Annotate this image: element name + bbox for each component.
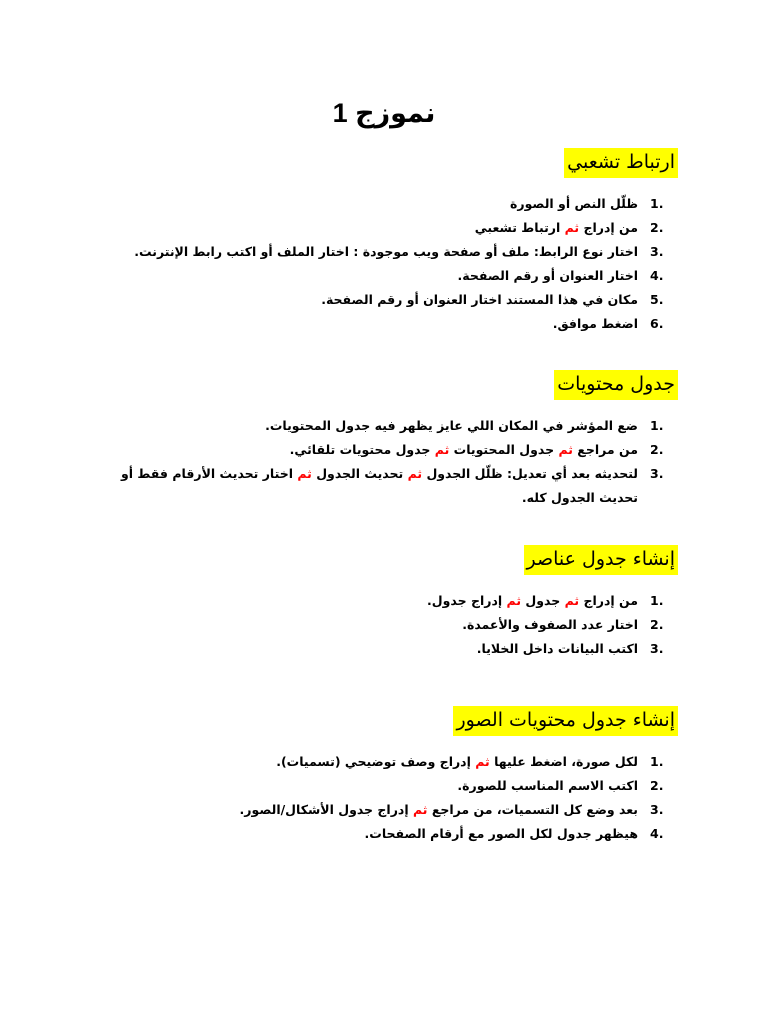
item-number: 3. bbox=[650, 244, 664, 259]
list-item bbox=[78, 192, 678, 216]
item-number: 2. bbox=[650, 778, 664, 793]
list-item bbox=[78, 750, 678, 774]
list-item bbox=[78, 462, 678, 510]
item-text: من إدراج bbox=[579, 220, 638, 235]
item-text: من إدراج bbox=[579, 593, 638, 608]
list-item bbox=[78, 589, 678, 613]
item-number: 3. bbox=[650, 466, 664, 481]
item-text: مكان في هذا المستند اختار العنوان أو رقم الصفحة. bbox=[321, 292, 638, 307]
item-number: 2. bbox=[650, 442, 664, 457]
section-heading: إنشاء جدول عناصر bbox=[524, 545, 679, 575]
item-text: اختار عدد الصفوف والأعمدة. bbox=[462, 617, 638, 632]
item-text: جدول bbox=[521, 593, 565, 608]
section-1 bbox=[78, 148, 678, 336]
section-3 bbox=[78, 545, 678, 661]
item-text: تحديث الجدول bbox=[311, 466, 408, 481]
page-title: نموزج 1 bbox=[332, 98, 436, 128]
section-heading: جدول محتويات bbox=[554, 370, 678, 400]
list-item bbox=[78, 414, 678, 438]
list-item bbox=[78, 798, 678, 822]
item-text: هيظهر جدول لكل الصور مع أرقام الصفحات. bbox=[364, 826, 638, 841]
item-text: ارتباط تشعبي bbox=[474, 220, 565, 235]
steps-list bbox=[78, 589, 678, 661]
steps-list bbox=[78, 414, 678, 510]
item-text: اكتب البيانات داخل الخلايا. bbox=[476, 641, 638, 656]
keyword-then: ثم bbox=[412, 802, 428, 817]
item-number: 4. bbox=[650, 826, 664, 841]
item-number: 6. bbox=[650, 316, 664, 331]
item-number: 2. bbox=[650, 617, 664, 632]
item-text: اختار العنوان أو رقم الصفحة. bbox=[457, 268, 638, 283]
keyword-then: ثم bbox=[564, 593, 580, 608]
item-text: إدراج جدول الأشكال/الصور. bbox=[239, 802, 413, 817]
steps-list bbox=[78, 750, 678, 846]
list-item bbox=[78, 613, 678, 637]
item-text: لكل صورة، اضغط عليها bbox=[489, 754, 638, 769]
list-item bbox=[78, 438, 678, 462]
keyword-then: ثم bbox=[434, 442, 450, 457]
item-text: إدراج وصف توضيحي (تسميات). bbox=[276, 754, 476, 769]
list-item bbox=[78, 264, 678, 288]
item-number: 4. bbox=[650, 268, 664, 283]
item-text: لتحديثه بعد أي تعديل: ظلّل الجدول bbox=[422, 466, 638, 481]
item-text: جدول محتويات تلقائي. bbox=[289, 442, 435, 457]
keyword-then: ثم bbox=[558, 442, 573, 457]
section-4 bbox=[78, 706, 678, 846]
list-item bbox=[78, 288, 678, 312]
steps-list bbox=[78, 192, 678, 336]
keyword-then: ثم bbox=[297, 466, 312, 481]
section-heading: ارتباط تشعبي bbox=[564, 148, 678, 178]
item-number: 1. bbox=[650, 593, 664, 608]
item-text: بعد وضع كل التسميات، من مراجع bbox=[427, 802, 638, 817]
item-number: 1. bbox=[650, 196, 664, 211]
item-number: 1. bbox=[650, 418, 664, 433]
list-item bbox=[78, 774, 678, 798]
section-2 bbox=[78, 370, 678, 510]
item-number: 2. bbox=[650, 220, 664, 235]
item-number: 1. bbox=[650, 754, 664, 769]
item-number: 3. bbox=[650, 802, 664, 817]
item-text: اكتب الاسم المناسب للصورة. bbox=[457, 778, 638, 793]
item-text: ضع المؤشر في المكان اللي عايز يظهر فيه جدول المحتويات. bbox=[265, 418, 638, 433]
list-item bbox=[78, 312, 678, 336]
item-text: اختار نوع الرابط: ملف أو صفحة ويب موجودة : اختار الملف أو اكتب رابط الإنترنت. bbox=[134, 244, 638, 259]
item-text: إدراج جدول. bbox=[427, 593, 507, 608]
item-text: اختار تحديث الأرقام فقط أو تحديث الجدول كله. bbox=[121, 466, 638, 505]
item-number: 5. bbox=[650, 292, 664, 307]
section-heading: إنشاء جدول محتويات الصور bbox=[453, 706, 678, 736]
list-item bbox=[78, 637, 678, 661]
item-number: 3. bbox=[650, 641, 664, 656]
list-item bbox=[78, 822, 678, 846]
item-text: ظلّل النص أو الصورة bbox=[510, 196, 638, 211]
item-text: من مراجع bbox=[572, 442, 638, 457]
keyword-then: ثم bbox=[475, 754, 490, 769]
keyword-then: ثم bbox=[506, 593, 522, 608]
list-item bbox=[78, 216, 678, 240]
keyword-then: ثم bbox=[407, 466, 423, 481]
item-text: جدول المحتويات bbox=[449, 442, 559, 457]
keyword-then: ثم bbox=[564, 220, 580, 235]
list-item bbox=[78, 240, 678, 264]
item-text: اضغط موافق. bbox=[552, 316, 638, 331]
